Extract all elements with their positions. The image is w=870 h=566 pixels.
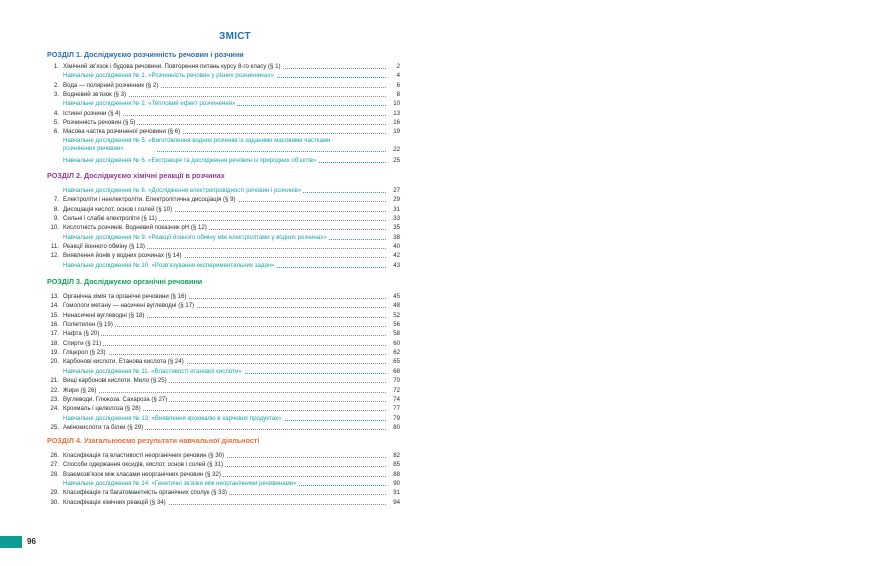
entry-number: 19.	[50, 349, 59, 357]
entry-number: 21.	[50, 377, 59, 385]
entry-page-number: 70	[386, 376, 400, 385]
entry-page-number: 33	[386, 214, 400, 223]
entry-page-number: 56	[386, 320, 400, 329]
toc-entry[interactable]	[47, 251, 400, 260]
entry-page-number: 38	[386, 233, 400, 242]
entry-number: 9.	[53, 215, 59, 223]
toc-entry[interactable]	[47, 90, 400, 99]
entry-title: Навчальне дослідження № 10. «Розв’язування експериментальних задач»	[63, 261, 275, 269]
entry-number: 24.	[50, 405, 59, 413]
entry-title: Навчальне дослідження № 13. «Виявлення крохмалю в харчових продуктах»	[63, 414, 282, 422]
entry-page-number: 48	[386, 301, 400, 310]
entry-title: Вода — полярний розчинник (§ 2)	[63, 81, 159, 89]
entry-number: 17.	[50, 330, 59, 338]
entry-number: 28.	[50, 470, 59, 478]
entry-page-number: 43	[386, 261, 400, 270]
entry-number: 20.	[50, 358, 59, 366]
entry-title: Класифікація хімічних реакцій (§ 34)	[63, 498, 166, 506]
entry-page-number: 45	[386, 292, 400, 301]
toc-entry[interactable]	[47, 460, 400, 469]
entry-number: 3.	[53, 91, 59, 99]
entry-number: 1.	[53, 63, 59, 70]
entry-page-number: 16	[386, 118, 400, 127]
page-number-bar	[0, 536, 22, 548]
entry-page-number: 8	[386, 90, 400, 99]
toc-lab-entry[interactable]	[47, 156, 400, 165]
toc-entry[interactable]	[47, 498, 400, 507]
toc-entry[interactable]	[47, 320, 400, 329]
entry-title: Гліцерол (§ 23)	[63, 349, 106, 357]
entry-title: Карбонові кислоти. Етанова кислота (§ 24)	[63, 358, 184, 366]
entry-title: Поліетилен (§ 19)	[63, 321, 113, 329]
entry-title: Способи одержання оксидів, кислот, основ і солей (§ 31)	[63, 461, 224, 469]
toc-lab-entry[interactable]	[47, 261, 400, 270]
entry-title: Навчальне дослідження № 11. «Властивості етанової кислоти»	[63, 367, 242, 375]
entry-number: 5.	[53, 119, 59, 127]
toc-entry[interactable]	[47, 451, 400, 460]
entry-number: 6.	[53, 128, 59, 136]
toc-entry[interactable]	[47, 357, 400, 366]
entry-title: Кислотність розчинів. Водневий показник pH (§ 12)	[63, 224, 207, 232]
entry-title: Водневий зв’язок (§ 3)	[63, 91, 127, 99]
entry-page-number: 2	[386, 62, 400, 71]
entry-page-number: 42	[386, 251, 400, 260]
toc-entry[interactable]	[47, 118, 400, 127]
entry-page-number: 27	[386, 186, 400, 195]
section-heading: РОЗДІЛ 2. Досліджуємо хімічні реакції в розчинах	[47, 171, 225, 180]
toc-lab-entry[interactable]	[47, 414, 400, 423]
entry-page-number: 90	[386, 479, 400, 488]
entry-page-number: 4	[386, 71, 400, 80]
entry-title: Хімічний зв’язок і будова речовини. Повторення питань курсу 8-го класу (§ 1)	[63, 63, 281, 70]
entry-page-number: 40	[386, 242, 400, 251]
toc-entry[interactable]	[47, 470, 400, 479]
toc-lab-entry[interactable]	[47, 233, 400, 242]
entry-number: 22.	[50, 386, 59, 394]
toc-entry[interactable]	[47, 423, 400, 432]
toc-lab-entry[interactable]	[47, 479, 400, 488]
entry-title: Навчальне дослідження № 1. «Розчинність речовин у різних розчинниках»	[63, 72, 274, 80]
section-heading: РОЗДІЛ 1. Досліджуємо розчинність речовин і розчини	[47, 50, 244, 59]
entry-title: Реакції йонного обміну (§ 13)	[63, 243, 145, 251]
entry-title: Взаємозв’язок між класами неорганічних речовин (§ 32)	[63, 470, 221, 478]
entry-title: Істинні розчини (§ 4)	[63, 109, 121, 117]
entry-title: Жири (§ 26)	[63, 386, 97, 394]
entry-title: Навчальне дослідження № 6. «Екстракція та дослідження речовин із природних об’єктів»	[63, 156, 317, 164]
section-heading: РОЗДІЛ 4. Узагальнюємо результати навчальної діяльності	[47, 436, 260, 445]
entry-title: Виявлення йонів у водних розчинах (§ 14)	[63, 252, 182, 260]
entry-title: Ненасичені вуглеводні (§ 18)	[63, 311, 145, 319]
entry-number: 12.	[50, 252, 59, 260]
toc-entry[interactable]	[47, 292, 400, 301]
entry-page-number: 35	[386, 223, 400, 232]
entry-number: 25.	[50, 423, 59, 431]
entry-number: 16.	[50, 321, 59, 329]
entry-page-number: 88	[386, 470, 400, 479]
toc-lab-entry[interactable]	[47, 137, 400, 154]
entry-page-number: 60	[386, 339, 400, 348]
entry-page-number: 68	[386, 367, 400, 376]
entry-number: 29.	[50, 489, 59, 497]
entry-number: 30.	[50, 498, 59, 506]
entry-number: 18.	[50, 339, 59, 347]
entry-page-number: 29	[386, 195, 400, 204]
entry-number: 23.	[50, 395, 59, 403]
entry-number: 26.	[50, 452, 59, 459]
entry-number: 7.	[53, 196, 59, 204]
entry-title: Класифікація та багатоманітність органічних сполук (§ 33)	[63, 489, 227, 497]
entry-title: Навчальне дослідження № 9. «Реакції йонного обміну між електролітами у водних розчинах»	[63, 233, 327, 241]
toc-lab-entry[interactable]	[47, 71, 400, 80]
toc-entry[interactable]	[47, 242, 400, 251]
entry-title: Нафта (§ 20)	[63, 330, 100, 338]
entry-page-number: 80	[386, 423, 400, 432]
toc-lab-entry[interactable]	[47, 186, 400, 195]
entry-title: Вищі карбонові кислоти. Мило (§ 25)	[63, 377, 167, 385]
page-title: ЗМІСТ	[219, 31, 251, 42]
entry-page-number: 82	[386, 451, 400, 460]
entry-number: 4.	[53, 109, 59, 117]
toc-entry[interactable]	[47, 127, 400, 136]
entry-page-number: 31	[386, 205, 400, 214]
toc-entry[interactable]	[47, 329, 400, 338]
entry-title: Дисоціація кислот, основ і солей (§ 10)	[63, 205, 173, 213]
toc-entry[interactable]	[47, 62, 400, 71]
page-number: 96	[27, 537, 36, 546]
entry-title: Навчальне дослідження № 14. «Генетичні зв’язки між неорганічними речовинами»	[63, 480, 297, 488]
toc-entry[interactable]	[47, 386, 400, 395]
entry-page-number: 91	[386, 488, 400, 497]
entry-number: 11.	[50, 243, 59, 251]
entry-title: Масова частка розчиненої речовини (§ 6)	[63, 128, 181, 136]
entry-title: Крохмаль і целюлоза (§ 28)	[63, 405, 141, 413]
toc-entry[interactable]	[47, 301, 400, 310]
entry-title: Органічна хімія та органічні речовини (§ 16)	[63, 293, 187, 300]
toc-entry[interactable]	[47, 195, 400, 204]
entry-page-number: 62	[386, 348, 400, 357]
toc-entry[interactable]	[47, 109, 400, 118]
entry-title: Класифікація та властивості неорганічних речовин (§ 30)	[63, 452, 225, 459]
toc-entry[interactable]	[47, 348, 400, 357]
toc-entry[interactable]	[47, 339, 400, 348]
entry-title: Навчальне дослідження № 5. «Виготовлення водних розчинів із заданими масовими частками розчинених речовин»	[63, 136, 331, 152]
toc-entry[interactable]	[47, 376, 400, 385]
toc-entry[interactable]	[47, 404, 400, 413]
entry-number: 27.	[50, 461, 59, 469]
entry-number: 10.	[50, 224, 59, 232]
toc-entry[interactable]	[47, 214, 400, 223]
entry-page-number: 52	[386, 311, 400, 320]
entry-number: 13.	[50, 293, 59, 300]
entry-title: Навчальне дослідження № 2. «Тепловий ефект розчинення»	[63, 100, 236, 108]
entry-number: 14.	[50, 302, 59, 310]
entry-title: Розчинність речовин (§ 5)	[63, 119, 136, 127]
entry-page-number: 22	[386, 145, 400, 154]
entry-page-number: 77	[386, 404, 400, 413]
entry-page-number: 19	[386, 127, 400, 136]
entry-page-number: 58	[386, 329, 400, 338]
entry-page-number: 13	[386, 109, 400, 118]
toc-entry[interactable]	[47, 488, 400, 497]
entry-number: 8.	[53, 205, 59, 213]
toc-entry[interactable]	[47, 223, 400, 232]
entry-page-number: 94	[386, 498, 400, 507]
toc-entry[interactable]	[47, 81, 400, 90]
toc-entry[interactable]	[47, 311, 400, 320]
toc-entry[interactable]	[47, 205, 400, 214]
entry-title: Навчальне дослідження № 8. «Дослідження електропровідності речовин і розчинів»	[63, 187, 302, 194]
entry-page-number: 79	[386, 414, 400, 423]
entry-page-number: 10	[386, 99, 400, 108]
entry-page-number: 72	[386, 386, 400, 395]
entry-page-number: 6	[386, 81, 400, 90]
entry-title: Вуглеводи. Глюкоза. Сахароза (§ 27)	[63, 395, 168, 403]
entry-page-number: 74	[386, 395, 400, 404]
entry-page-number: 85	[386, 460, 400, 469]
entry-number: 15.	[50, 311, 59, 319]
toc-lab-entry[interactable]	[47, 99, 400, 108]
entry-page-number: 25	[386, 156, 400, 165]
section-heading: РОЗДІЛ 3. Досліджуємо органічні речовини	[47, 277, 203, 286]
entry-number: 2.	[53, 81, 59, 89]
entry-title: Спирти (§ 21)	[63, 339, 102, 347]
toc-lab-entry[interactable]	[47, 367, 400, 376]
entry-title: Сильні і слабкі електроліти (§ 11)	[63, 215, 157, 223]
entry-title: Амінокислоти та білки (§ 29)	[63, 423, 144, 431]
entry-page-number: 65	[386, 357, 400, 366]
entry-title: Електроліти і неелектроліти. Електролітична дисоціація (§ 9)	[63, 196, 236, 204]
entry-title: Гомологи метану — насичені вуглеводні (§ 17)	[63, 302, 195, 310]
toc-entry[interactable]	[47, 395, 400, 404]
